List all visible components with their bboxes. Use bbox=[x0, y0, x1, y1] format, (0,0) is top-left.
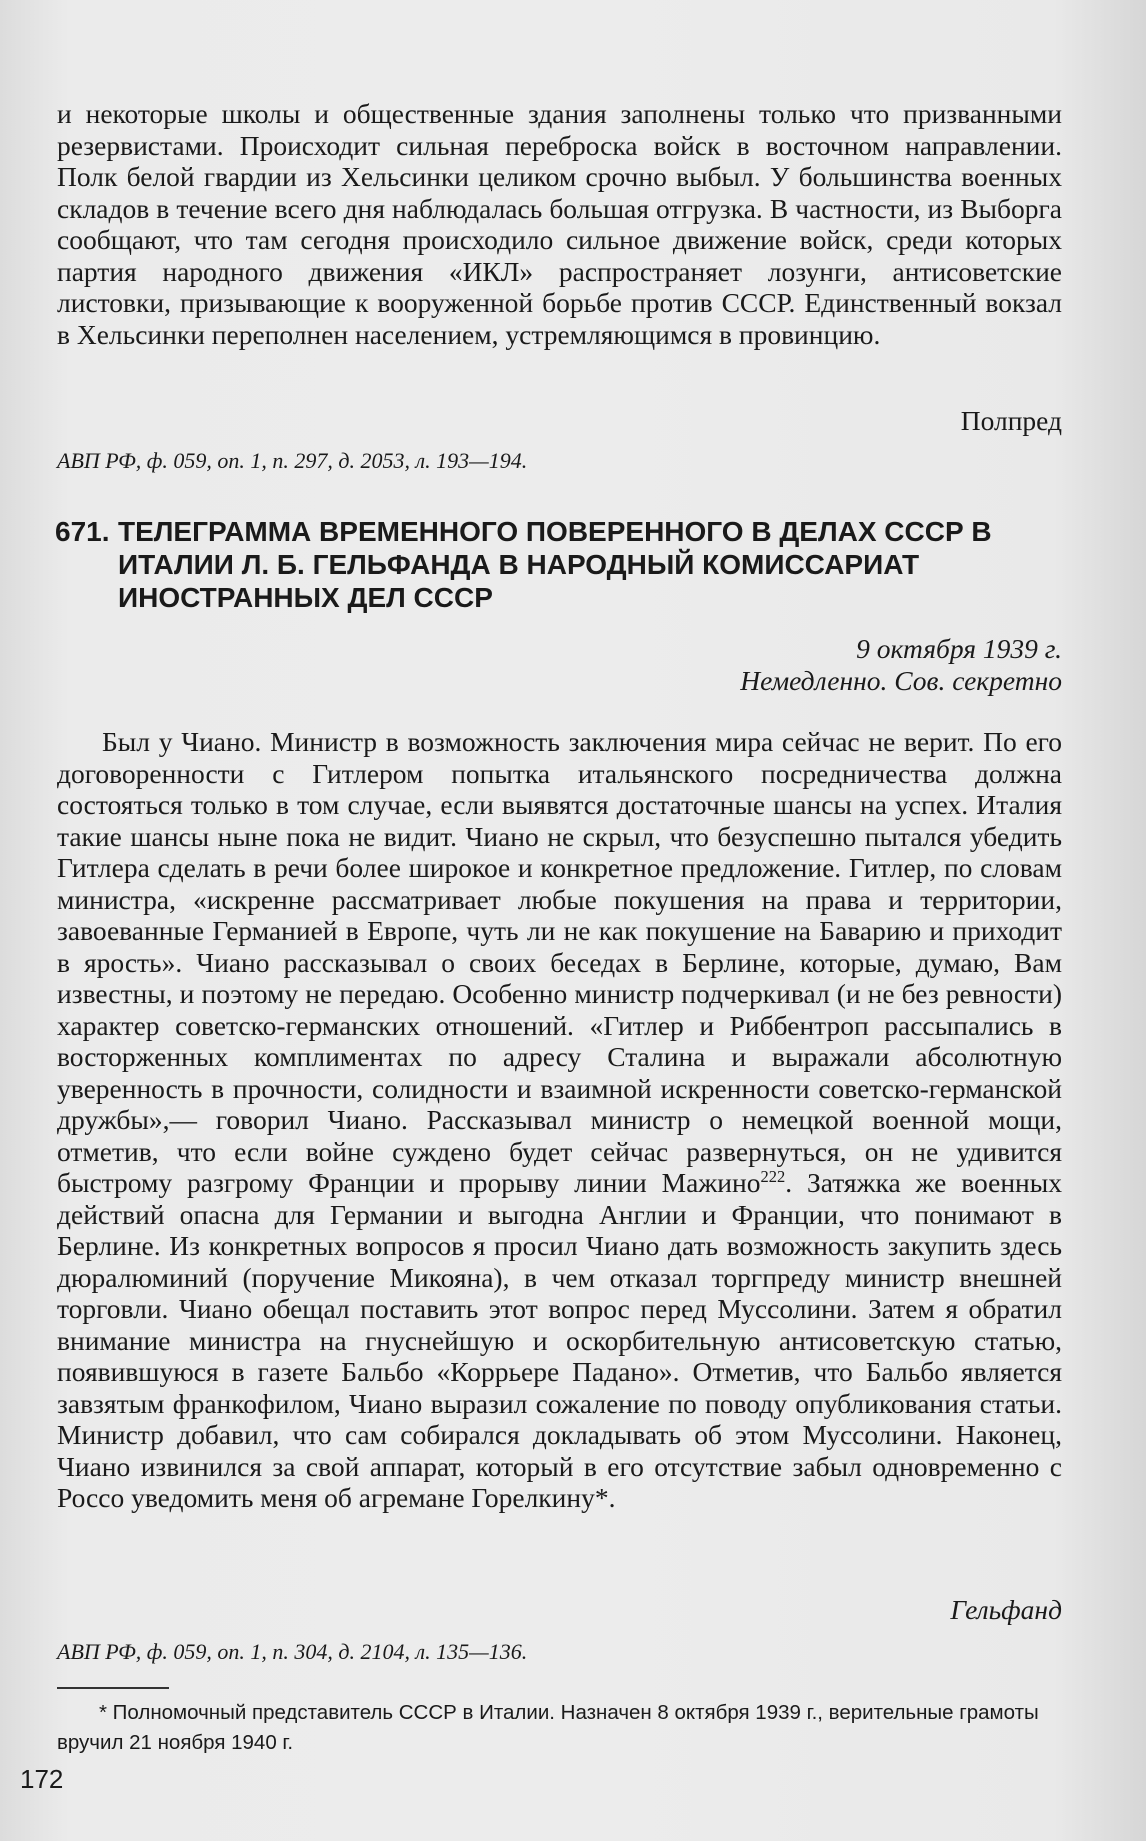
signature-gelfand: Гельфанд bbox=[950, 1594, 1062, 1625]
document-classification: Немедленно. Сов. секретно bbox=[740, 665, 1062, 696]
footnote-reference: 222 bbox=[760, 1166, 786, 1186]
continued-paragraph: и некоторые школы и общественные здания заполнены только что призванными резервистами. Происходит сильная переброска войск в восточном направлении. Полк белой гвардии из Хельсинки целиком срочно выбыл. У большинства военных складов в течение всего дня наблюдалась большая отгрузка. В частности, из Выборга сообщают, что там сегодня происходило сильное движение войск, среди которых партия народного движения «ИКЛ» распространяет лозунги, антисоветские листовки, призывающие к вооруженной борьбе против СССР. Единственный вокзал в Хельсинки переполнен населением, устремляющимся в провинцию. bbox=[57, 98, 1062, 350]
document-title: ТЕЛЕГРАММА ВРЕМЕННОГО ПОВЕРЕННОГО В ДЕЛАХ СССР В ИТАЛИИ Л. Б. ГЕЛЬФАНДА В НАРОДНЫЙ КОМИССАРИАТ ИНОСТРАННЫХ ДЕЛ СССР bbox=[118, 516, 992, 613]
document-number: 671. bbox=[55, 516, 110, 547]
page-number: 172 bbox=[20, 1764, 64, 1794]
document-date: 9 октября 1939 г. bbox=[856, 633, 1062, 664]
top-archive-source: АВП РФ, ф. 059, оп. 1, п. 297, д. 2053, л. 193—194. bbox=[57, 448, 528, 473]
date-block bbox=[740, 633, 1062, 697]
footnote: * Полномочный представитель СССР в Италии. Назначен 8 октября 1939 г., верительные грамоты вручил 21 ноября 1940 г. bbox=[57, 1701, 1039, 1754]
footnote-divider bbox=[57, 1687, 169, 1689]
top-signature: Полпред bbox=[960, 405, 1062, 436]
telegram-body bbox=[57, 726, 1062, 1514]
telegram-body-part1: Был у Чиано. Министр в возможность заключения мира сейчас не верит. По его договоренности с Гитлером попытка итальянского посредничества должна состояться только в том случае, если выявятся достаточные шансы на успех. Италия такие шансы ныне пока не видит. Чиано не скрыл, что безуспешно пытался убедить Гитлера сделать в речи более широкое и конкретное предложение. Гитлер, по словам министра, «искренне рассматривает любые покушения на права и территории, завоеванные Германией в Европе, чуть ли не как покушение на Баварию и приходит в ярость». Чиано рассказывал о своих беседах в Берлине, которые, думаю, Вам известны, и поэтому не передаю. Особенно министр подчеркивал (и не без ревности) характер советско-германских отношений. «Гитлер и Риббентроп рассыпались в восторженных комплиментах по адресу Сталина и выражали абсолютную уверенность в прочности, солидности и взаимной искренности советско-германской дружбы»,— говорил Чиано. Рассказывал министр о немецкой военной мощи, отметив, что если войне суждено будет сейчас развернуться, он не удивится быстрому разгрому Франции и прорыву линии Мажино bbox=[57, 726, 1062, 1198]
telegram-body-part2: . Затяжка же военных действий опасна для Германии и выгодна Англии и Франции, что понимают в Берлине. Из конкретных вопросов я просил Чиано дать возможность закупить здесь дюралюминий (поручение Микояна), в чем отказал торгпреду министр внешней торговли. Чиано обещал поставить этот вопрос перед Муссолини. Затем я обратил внимание министра на гнуснейшую и оскорбительную антисоветскую статью, появившуюся в газете Бальбо «Коррьере Падано». Отметив, что Бальбо является завзятым франкофилом, Чиано выразил сожаление по поводу опубликования статьи. Министр добавил, что сам собирался докладывать об этом Муссолини. Наконец, Чиано извинился за свой аппарат, который в его отсутствие забыл одновременно с Россо уведомить меня об агремане Горелкину*. bbox=[57, 1167, 1062, 1513]
archive-source: АВП РФ, ф. 059, оп. 1, п. 304, д. 2104, л. 135—136. bbox=[57, 1639, 528, 1664]
